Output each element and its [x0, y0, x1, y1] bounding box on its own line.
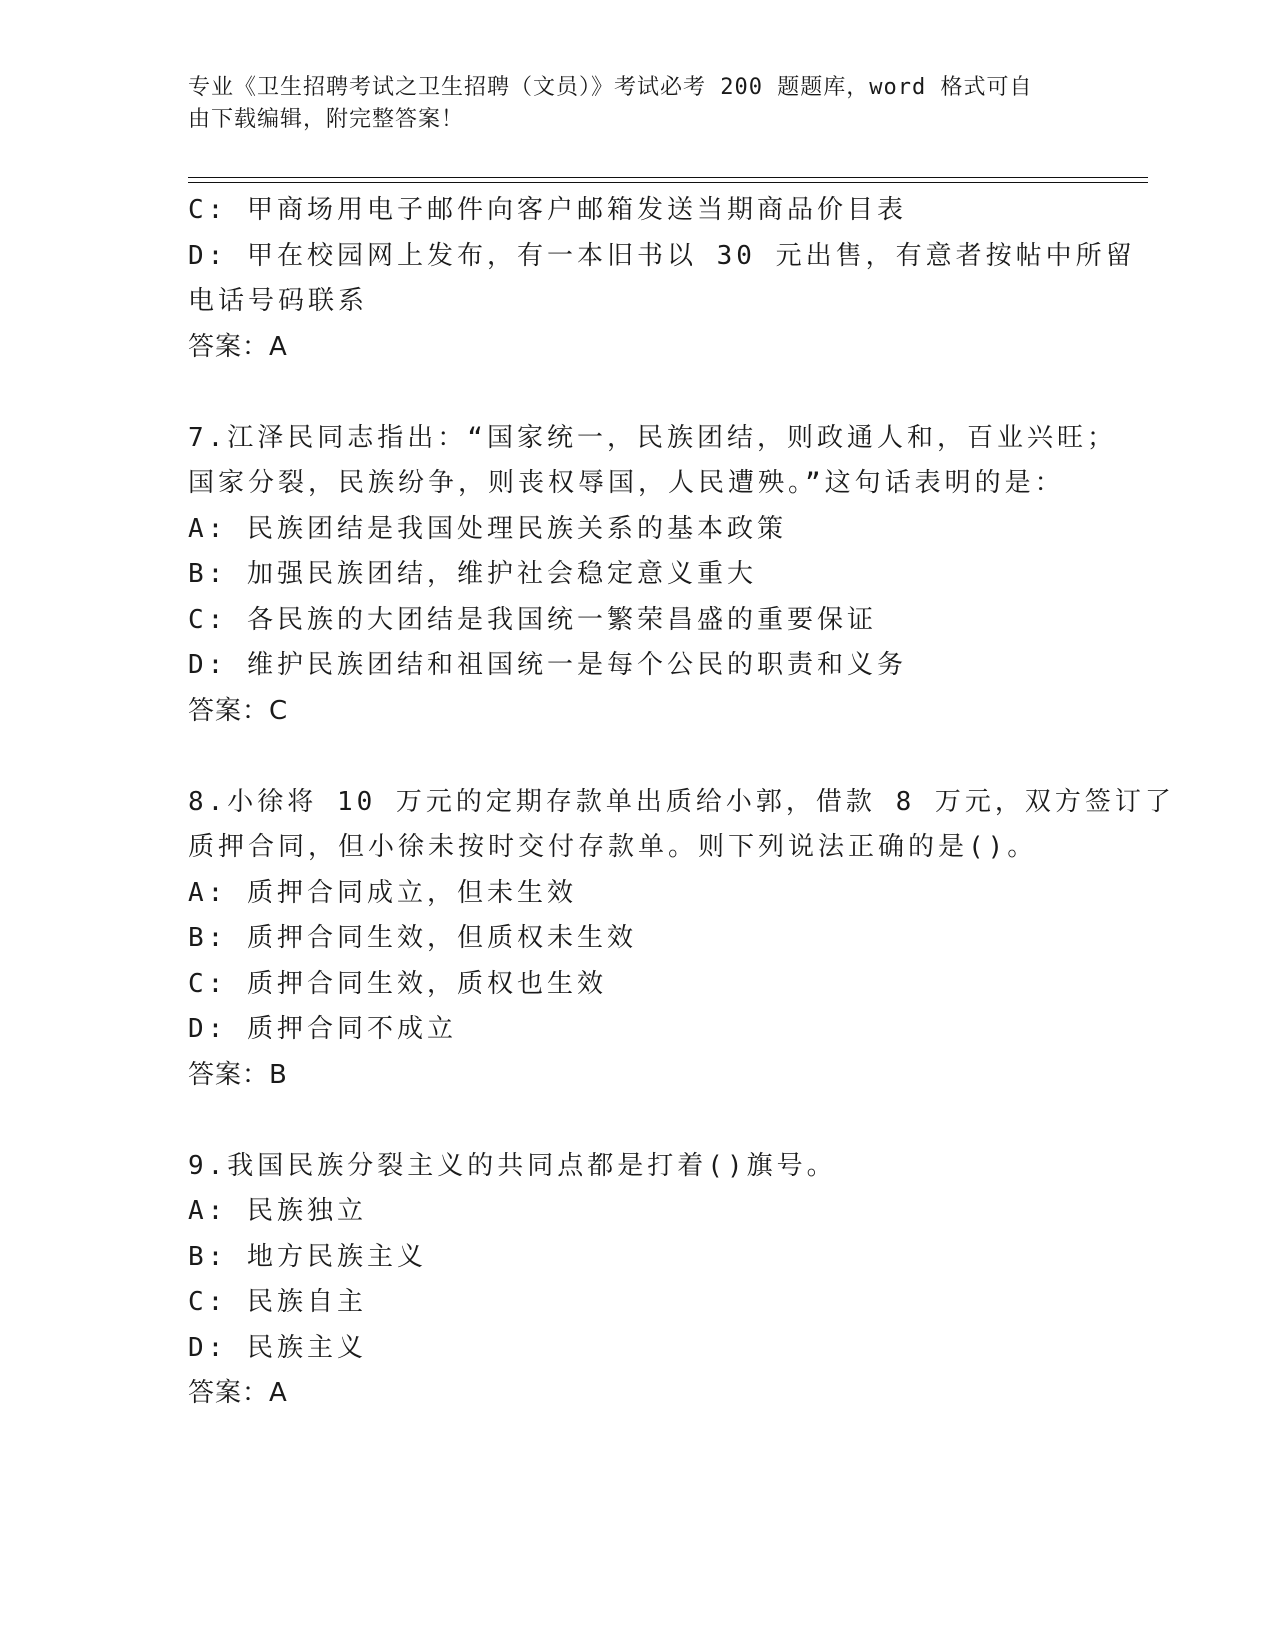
q9-option-b: B: 地方民族主义 [188, 1241, 427, 1272]
q9-option-c: C: 民族自主 [188, 1287, 367, 1317]
q7-option-d: D: 维护民族团结和祖国统一是每个公民的职责和义务 [188, 650, 907, 680]
q9-answer: 答案：A [188, 1378, 288, 1408]
header-divider-top [188, 177, 1148, 178]
q8-option-c: C: 质押合同生效，质权也生效 [188, 968, 607, 999]
question-8 [188, 780, 1175, 1099]
q8-stem-line-2: 质押合同，但小徐未按时交付存款单。则下列说法正确的是()。 [188, 832, 1038, 862]
q7-option-b: B: 加强民族团结，维护社会稳定意义重大 [188, 559, 757, 589]
question-6-continued [188, 188, 1136, 370]
q6-option-d-line-1: D: 甲在校园网上发布，有一本旧书以 30 元出售，有意者按帖中所留 [188, 240, 1136, 271]
q8-stem-line-1: 8.小徐将 10 万元的定期存款单出质给小郭，借款 8 万元，双方签订了 [188, 786, 1175, 817]
q8-option-b: B: 质押合同生效，但质权未生效 [188, 923, 637, 953]
q8-answer: 答案：B [188, 1059, 288, 1090]
q8-option-d: D: 质押合同不成立 [188, 1014, 457, 1044]
q7-option-c: C: 各民族的大团结是我国统一繁荣昌盛的重要保证 [188, 604, 877, 635]
question-9 [188, 1144, 1128, 1417]
q6-option-d-line-2: 电话号码联系 [188, 286, 369, 316]
q8-option-a: A: 质押合同成立，但未生效 [188, 877, 577, 908]
spacer [188, 370, 1128, 416]
header-line-1: 专业《卫生招聘考试之卫生招聘（文员）》考试必考 200 题题库，word 格式可自 [188, 75, 1033, 100]
q7-stem-line-2: 国家分裂，民族纷争，则丧权辱国，人民遭殃。”这句话表明的是： [188, 468, 1065, 498]
document-header [188, 72, 1088, 136]
q9-option-d: D: 民族主义 [188, 1332, 367, 1363]
q6-option-c: C: 甲商场用电子邮件向客户邮箱发送当期商品价目表 [188, 195, 907, 225]
q7-stem-line-1: 7.江泽民同志指出：“国家统一，民族团结，则政通人和，百业兴旺； [188, 422, 1117, 453]
question-list [188, 188, 1175, 1417]
header-divider-bottom [188, 182, 1148, 183]
question-7 [188, 416, 1128, 735]
header-line-2: 由下载编辑，附完整答案！ [188, 107, 465, 132]
spacer [188, 1098, 1128, 1144]
spacer [188, 734, 1128, 780]
q7-option-a: A: 民族团结是我国处理民族关系的基本政策 [188, 513, 787, 544]
q9-stem: 9.我国民族分裂主义的共同点都是打着()旗号。 [188, 1150, 837, 1181]
q6-answer: 答案：A [188, 331, 288, 362]
q7-answer: 答案：C [188, 695, 289, 726]
q9-option-a: A: 民族独立 [188, 1196, 367, 1226]
